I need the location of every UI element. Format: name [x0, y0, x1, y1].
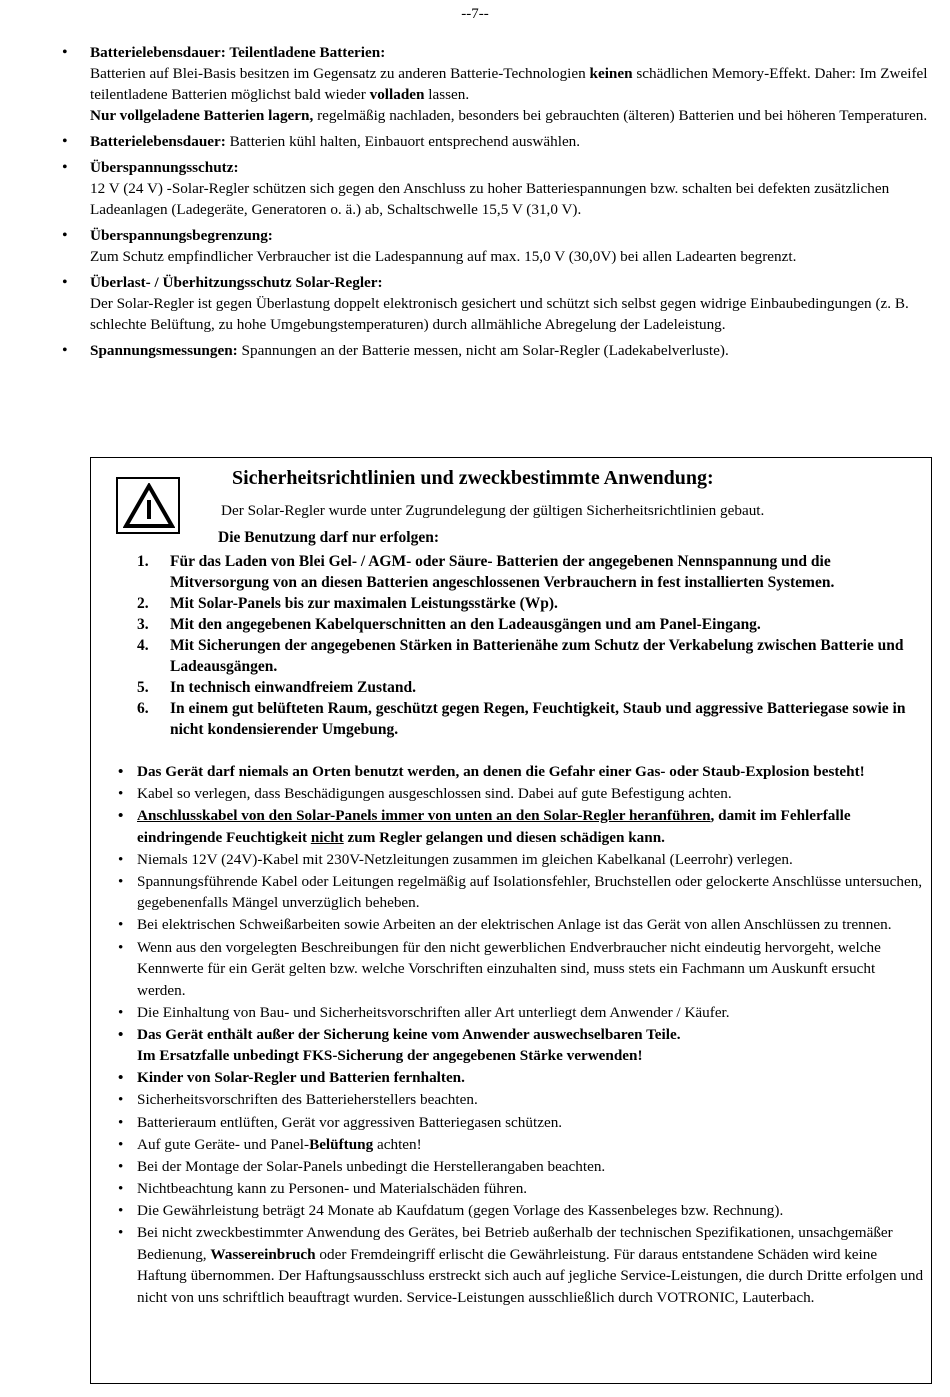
list-item: • Die Einhaltung von Bau- und Sicherheitsvorschriften aller Art unterliegt dem Anwender / Käufer.: [115, 1002, 927, 1024]
top-bullet-list: [62, 42, 930, 361]
list-item: • Batterielebensdauer: Teilentladene Batterien: Batterien auf Blei-Basis besitzen im Gegensatz zu anderen Batterie-Technologien keinen schädlichen Memory-Effekt. Daher: Im Zweifel teilentladene Batterien möglichst bald wieder volladen lassen. Nur vollgeladene Batterien lagern, regelmäßig nachladen, besonders bei gebrauchten (älteren) Batterien und bei höheren Temperaturen.: [62, 42, 930, 126]
list-item: • Das Gerät enthält außer der Sicherung keine vom Anwender auswechselbaren Teile. Im Ersatzfalle unbedingt FKS-Sicherung der angegebenen Stärke verwenden!: [115, 1024, 927, 1067]
numbered-item: 4. Mit Sicherungen der angegebenen Stärken in Batterienähe zum Schutz der Verkabelung zwischen Batterie und Ladeausgängen.: [137, 637, 904, 675]
list-item: • Spannungsmessungen: Spannungen an der Batterie messen, nicht am Solar-Regler (Ladekabelverluste).: [62, 340, 930, 361]
numbered-list: [137, 551, 927, 740]
item-label: Überlast- / Überhitzungsschutz Solar-Regler:: [90, 274, 383, 291]
item-label: Batterielebensdauer:: [90, 133, 226, 150]
list-item: • Auf gute Geräte- und Panel-Belüftung achten!: [115, 1134, 927, 1156]
numbered-item: 6. In einem gut belüfteten Raum, geschützt gegen Regen, Feuchtigkeit, Staub und aggressive Batteriegase sowie in nicht kondensierender Umgebung.: [137, 700, 906, 738]
warning-triangle-icon: [116, 477, 180, 534]
list-item: • Niemals 12V (24V)-Kabel mit 230V-Netzleitungen zusammen im gleichen Kabelkanal (Leerrohr) verlegen.: [115, 849, 927, 871]
list-item: • Nichtbeachtung kann zu Personen- und Materialschäden führen.: [115, 1178, 927, 1200]
list-item: • Bei elektrischen Schweißarbeiten sowie Arbeiten an der elektrischen Anlage ist das Gerät von allen Anschlüssen zu trennen.: [115, 914, 927, 936]
page-number: --7--: [461, 6, 489, 22]
list-item: • Überspannungsschutz: 12 V (24 V) -Solar-Regler schützen sich gegen den Anschluss zu hoher Batteriespannungen bzw. schalten bei defekten zusätzlichen Ladeanlagen (Ladegeräte, Generatoren o. ä.) ab, Schaltschwelle 15,5 V (31,0 V).: [62, 157, 930, 220]
list-item: • Wenn aus den vorgelegten Beschreibungen für den nicht gewerblichen Endverbraucher nicht eindeutig hervorgeht, welche Kennwerte für ein Gerät gelten bzw. welche Vorschriften einzuhalten sind, muss stets ein Fachmann um Auskunft ersucht werden.: [115, 937, 927, 1002]
list-item: • Das Gerät darf niemals an Orten benutzt werden, an denen die Gefahr einer Gas- oder Staub-Explosion besteht!: [115, 761, 927, 783]
numbered-item: 3. Mit den angegebenen Kabelquerschnitten an den Ladeausgängen und am Panel-Eingang.: [137, 616, 761, 633]
list-item: • Batterieraum entlüften, Gerät vor aggressiven Batteriegasen schützen.: [115, 1112, 927, 1134]
safety-title: Sicherheitsrichtlinien und zweckbestimmte Anwendung:: [232, 467, 714, 489]
item-label: Überspannungsschutz:: [90, 159, 239, 176]
list-item: • Überlast- / Überhitzungsschutz Solar-Regler: Der Solar-Regler ist gegen Überlastung doppelt elektronisch gesichert und schützt sich selbst gegen widrige Einbaubedingungen (z. B. schlechte Belüftung, zu hohe Umgebungstemperaturen) durch allmähliche Abregelung der Ladeleistung.: [62, 272, 930, 335]
safety-box: [90, 457, 932, 1384]
list-item: • Anschlusskabel von den Solar-Panels immer von unten an den Solar-Regler heranführen, damit im Fehlerfalle eindringende Feuchtigkeit nicht zum Regler gelangen und diesen schädigen kann.: [115, 805, 927, 848]
list-item: • Sicherheitsvorschriften des Batterieherstellers beachten.: [115, 1089, 927, 1111]
list-item: • Bei der Montage der Solar-Panels unbedingt die Herstellerangaben beachten.: [115, 1156, 927, 1178]
safety-bullet-list: [115, 761, 927, 1309]
numbered-item: 2. Mit Solar-Panels bis zur maximalen Leistungsstärke (Wp).: [137, 595, 558, 612]
list-item: • Die Gewährleistung beträgt 24 Monate ab Kaufdatum (gegen Vorlage des Kassenbeleges bzw. Rechnung).: [115, 1200, 927, 1222]
safety-intro: Der Solar-Regler wurde unter Zugrundelegung der gültigen Sicherheitsrichtlinien gebaut.: [221, 502, 765, 519]
item-label: Spannungsmessungen:: [90, 342, 238, 359]
list-item: • Kinder von Solar-Regler und Batterien fernhalten.: [115, 1067, 927, 1089]
list-item: • Batterielebensdauer: Batterien kühl halten, Einbauort entsprechend auswählen.: [62, 131, 930, 152]
list-item: • Überspannungsbegrenzung: Zum Schutz empfindlicher Verbraucher ist die Ladespannung auf max. 15,0 V (30,0V) bei allen Ladearten begrenzt.: [62, 225, 930, 267]
list-item: • Bei nicht zweckbestimmter Anwendung des Gerätes, bei Betrieb außerhalb der technischen Spezifikationen, unsachgemäßer Bedienung, Wassereinbruch oder Fremdeingriff erlischt die Gewährleistung. Für daraus entstandene Schäden wird keine Haftung übernommen. Der Haftungsausschluss erstreckt sich auch auf jegliche Service-Leistungen, die durch Dritte erfolgen und nicht von uns schriftlich beauftragt wurden. Service-Leistungen ausschließlich durch VOTRONIC, Lauterbach.: [115, 1222, 927, 1308]
list-item: • Spannungsführende Kabel oder Leitungen regelmäßig auf Isolationsfehler, Bruchstellen oder gelockerte Anschlüsse untersuchen, gegebenenfalls Mängel unverzüglich beheben.: [115, 871, 927, 914]
numbered-item: 5. In technisch einwandfreiem Zustand.: [137, 679, 417, 696]
numbered-item: 1. Für das Laden von Blei Gel- / AGM- oder Säure- Batterien der angegebenen Nennspannung und die Mitversorgung von an diesen Batterien angeschlossenen Verbrauchern in fest installierten Systemen.: [137, 553, 835, 591]
list-item: • Kabel so verlegen, dass Beschädigungen ausgeschlossen sind. Dabei auf gute Befestigung achten.: [115, 783, 927, 805]
safety-subheading: Die Benutzung darf nur erfolgen:: [218, 529, 440, 546]
item-label: Überspannungsbegrenzung:: [90, 227, 273, 244]
item-label: Batterielebensdauer: Teilentladene Batterien:: [90, 44, 386, 61]
